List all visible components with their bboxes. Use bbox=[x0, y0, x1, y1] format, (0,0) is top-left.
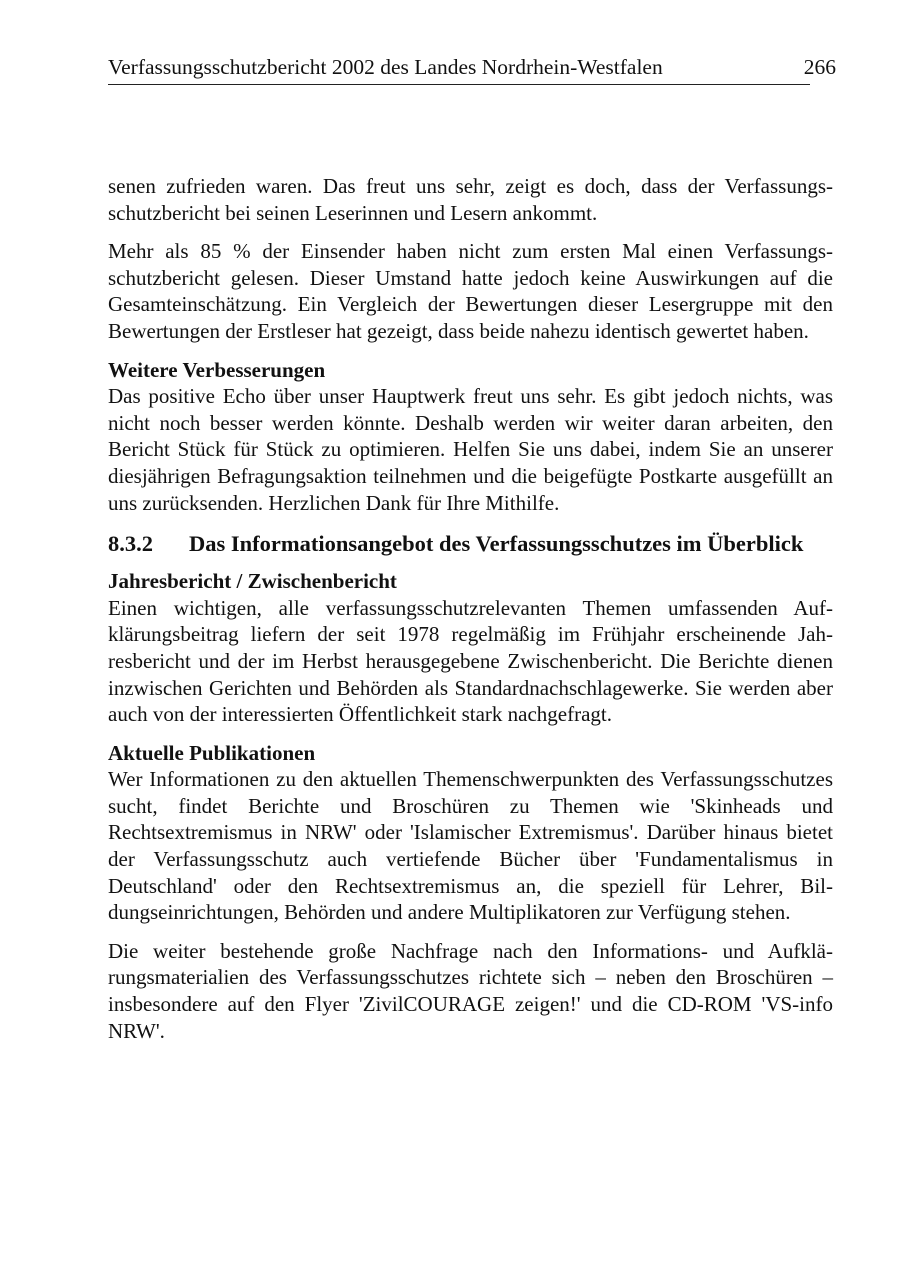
subheading-jahresbericht: Jahresbericht / Zwischenbericht bbox=[108, 569, 397, 594]
paragraph: Mehr als 85 % der Einsender haben nicht zum ersten Mal einen Verfassungsschutzbericht gelesen. Dieser Umstand hatte jedoch keine Auswirkungen auf die Gesamteinschätzung. Ein Vergleich der Bewertungen dieser Lesergruppe mit den Bewertungen der Erstleser hat gezeigt, dass beide nahezu identisch gewertet haben. bbox=[108, 239, 833, 343]
paragraph: Wer Informationen zu den aktuellen Themenschwerpunkten des Verfassungsschutzes sucht, findet Berichte und Broschüren zu Themen wie 'Skinheads und Rechtsextremismus in NRW' oder 'Islamischer Extremismus'. Darüber hinaus bietet der Verfassungsschutz auch vertiefende Bücher über 'Fundamentalismus in Deutschland' oder den Rechtsextremismus an, die speziell für Lehrer, Bildungseinrichtungen, Behörden und andere Multiplikatoren zur Verfügung stehen. bbox=[108, 767, 833, 925]
subheading-aktuelle-publikationen: Aktuelle Publikationen bbox=[108, 740, 316, 765]
running-header bbox=[108, 54, 836, 85]
document-body bbox=[108, 173, 833, 1056]
paragraph: Das positive Echo über unser Hauptwerk freut uns sehr. Es gibt jedoch nichts, was nicht noch besser werden könnte. Deshalb werden wir weiter daran arbeiten, den Bericht Stück für Stück zu optimieren. Helfen Sie uns dabei, indem Sie an unserer diesjährigen Befragungsaktion teilnehmen und die beigefügte Postkarte ausgefüllt an uns zurücksenden. Herzlichen Dank für Ihre Mithilfe. bbox=[108, 384, 833, 515]
section-heading bbox=[108, 530, 833, 558]
paragraph: Einen wichtigen, alle verfassungsschutzrelevanten Themen umfassenden Aufklärungsbeitrag liefern der seit 1978 regelmäßig im Frühjahr erscheinende Jahresbericht und der im Herbst herausgegebene Zwischenbericht. Die Berichte dienen inzwischen Gerichten und Behörden als Standardnachschlagewerke. Sie werden aber auch von der interessierten Öffentlichkeit stark nachgefragt. bbox=[108, 595, 833, 727]
subheading-weitere-verbesserungen: Weitere Verbesserungen bbox=[108, 357, 326, 382]
paragraph: Die weiter bestehende große Nachfrage nach den Informations- und Aufklärungsmaterialien des Verfassungsschutzes richtete sich – neben den Broschüren – insbesondere auf den Flyer 'ZivilCOURAGE zeigen!' und die CD-ROM 'VS-info NRW'. bbox=[108, 938, 833, 1043]
section-number: 8.3.2 bbox=[108, 531, 153, 557]
paragraph: senen zufrieden waren. Das freut uns sehr, zeigt es doch, dass der Verfassungsschutzbericht bei seinen Leserinnen und Lesern ankommt. bbox=[108, 174, 833, 225]
header-title: Verfassungsschutzbericht 2002 des Landes Nordrhein-Westfalen bbox=[108, 55, 663, 79]
section-title: Das Informationsangebot des Verfassungsschutzes im Überblick bbox=[189, 531, 804, 557]
page-number: 266 bbox=[803, 55, 836, 79]
